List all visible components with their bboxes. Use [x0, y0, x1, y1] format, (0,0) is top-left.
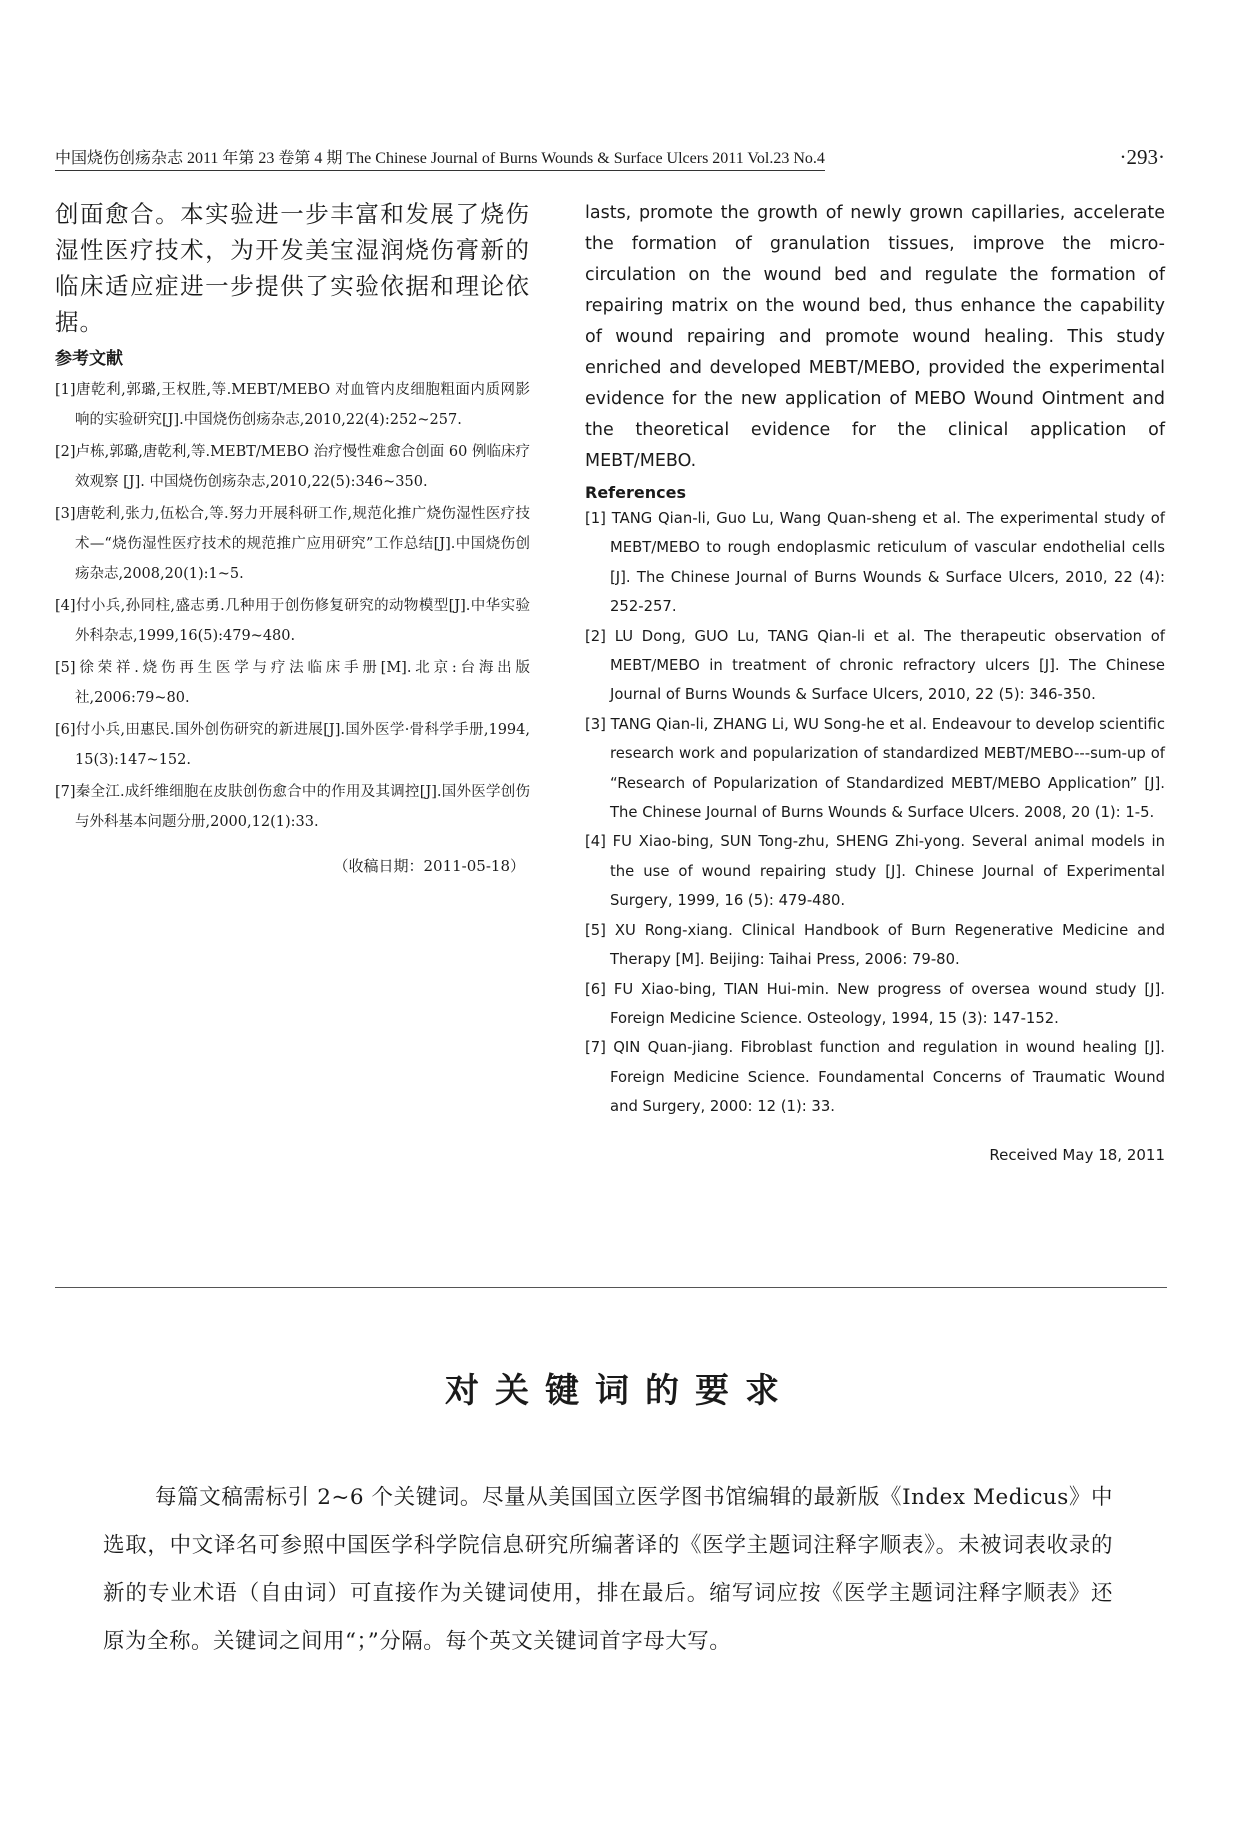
english-reference-6: [6] FU Xiao-bing, TIAN Hui-min. New progress of oversea wound study [J]. Foreign Medicine Science. Osteology, 1994, 15 (3): 147-152.	[585, 980, 1165, 1027]
english-reference-4: [4] FU Xiao-bing, SUN Tong-zhu, SHENG Zhi-yong. Several animal models in the use of wound repairing study [J]. Chinese Journal of Experimental Surgery, 1999, 16 (5): 479-480.	[585, 833, 1165, 910]
chinese-reference-6: [6]付小兵,田惠民.国外创伤研究的新进展[J].国外医学·骨科学手册,1994, 15(3):147~152.	[55, 722, 530, 768]
notice-title: 对关键词的要求	[445, 1371, 795, 1411]
chinese-reference-2: [2]卢栋,郭璐,唐乾利,等.MEBT/MEBO 治疗慢性难愈合创面 60 例临床疗效观察 [J]. 中国烧伤创疡杂志,2010,22(5):346~350.	[55, 444, 530, 490]
english-body-text: lasts, promote the growth of newly grown capillaries, accelerate the formation of granulation tissues, improve the micro-circulation on the wound bed and regulate the formation of repairing matrix on the wound bed, thus enhance the capability of wound repairing and promote wound healing. This study enriched and developed MEBT/MEBO, provided the experimental evidence for the new application of MEBO Wound Ointment and the theoretical evidence for the clinical application of MEBT/MEBO.	[585, 203, 1165, 471]
left-column	[55, 196, 530, 876]
notice-body: 每篇文稿需标引 2~6 个关键词。尽量从美国国立医学图书馆编辑的最新版《Index Medicus》中选取，中文译名可参照中国医学科学院信息研究所编著译的《医学主题词注释字顺表》。未被词表收录的新的专业术语（自由词）可直接作为关键词使用，排在最后。缩写词应按《医学主题词注释字顺表》还原为全称。关键词之间用“；”分隔。每个英文关键词首字母大写。	[103, 1484, 1113, 1654]
right-column	[585, 198, 1165, 1164]
english-reference-7: [7] QIN Quan-jiang. Fibroblast function and regulation in wound healing [J]. Foreign Medicine Science. Foundamental Concerns of Traumatic Wound and Surgery, 2000: 12 (1): 33.	[585, 1039, 1165, 1116]
chinese-reference-1: [1]唐乾利,郭璐,王权胜,等.MEBT/MEBO 对血管内皮细胞粗面内质网影响的实验研究[J].中国烧伤创疡杂志,2010,22(4):252~257.	[55, 382, 530, 428]
chinese-received-date: （收稿日期：2011-05-18）	[333, 857, 525, 875]
chinese-reference-4: [4]付小兵,孙同柱,盛志勇.几种用于创伤修复研究的动物模型[J].中华实验外科杂志,1999,16(5):479~480.	[55, 598, 530, 644]
chinese-reference-5: [5]徐荣祥.烧伤再生医学与疗法临床手册[M].北京:台海出版社,2006:79~80.	[55, 660, 530, 706]
chinese-body-text: 创面愈合。本实验进一步丰富和发展了烧伤湿性医疗技术，为开发美宝湿润烧伤膏新的临床适应症进一步提供了实验依据和理论依据。	[55, 200, 530, 336]
section-divider	[55, 1287, 1167, 1288]
english-reference-3: [3] TANG Qian-li, ZHANG Li, WU Song-he et al. Endeavour to develop scientific research work and popularization of standardized MEBT/MEBO---sum-up of “Research of Popularization of Standardized MEBT/MEBO Application” [J]. The Chinese Journal of Burns Wounds & Surface Ulcers. 2008, 20 (1): 1-5.	[585, 715, 1165, 822]
english-reference-1: [1] TANG Qian-li, Guo Lu, Wang Quan-sheng et al. The experimental study of MEBT/MEBO to rough endoplasmic reticulum of vascular endothelial cells [J]. The Chinese Journal of Burns Wounds & Surface Ulcers, 2010, 22 (4): 252-257.	[585, 510, 1165, 616]
english-reference-2: [2] LU Dong, GUO Lu, TANG Qian-li et al. The therapeutic observation of MEBT/MEBO in treatment of chronic refractory ulcers [J]. The Chinese Journal of Burns Wounds & Surface Ulcers, 2010, 22 (5): 346-350.	[585, 627, 1165, 704]
english-received-date: Received May 18, 2011	[989, 1145, 1165, 1164]
chinese-reference-3: [3]唐乾利,张力,伍松合,等.努力开展科研工作,规范化推广烧伤湿性医疗技术—“烧伤湿性医疗技术的规范推广应用研究”工作总结[J].中国烧伤创疡杂志,2008,20(1):1~5.	[55, 506, 530, 582]
english-reference-5: [5] XU Rong-xiang. Clinical Handbook of Burn Regenerative Medicine and Therapy [M]. Beijing: Taihai Press, 2006: 79-80.	[585, 921, 1165, 969]
running-header	[55, 145, 1165, 173]
chinese-references-heading: 参考文献	[55, 349, 123, 369]
english-references-heading: References	[585, 483, 686, 502]
chinese-reference-7: [7]秦全江.成纤维细胞在皮肤创伤愈合中的作用及其调控[J].国外医学创伤与外科基本问题分册,2000,12(1):33.	[55, 784, 530, 830]
journal-header: 中国烧伤创疡杂志 2011 年第 23 卷第 4 期 The Chinese Journal of Burns Wounds & Surface Ulcers 2011 Vol.23 No.4	[55, 145, 825, 171]
page-number: ·293·	[1119, 145, 1165, 169]
